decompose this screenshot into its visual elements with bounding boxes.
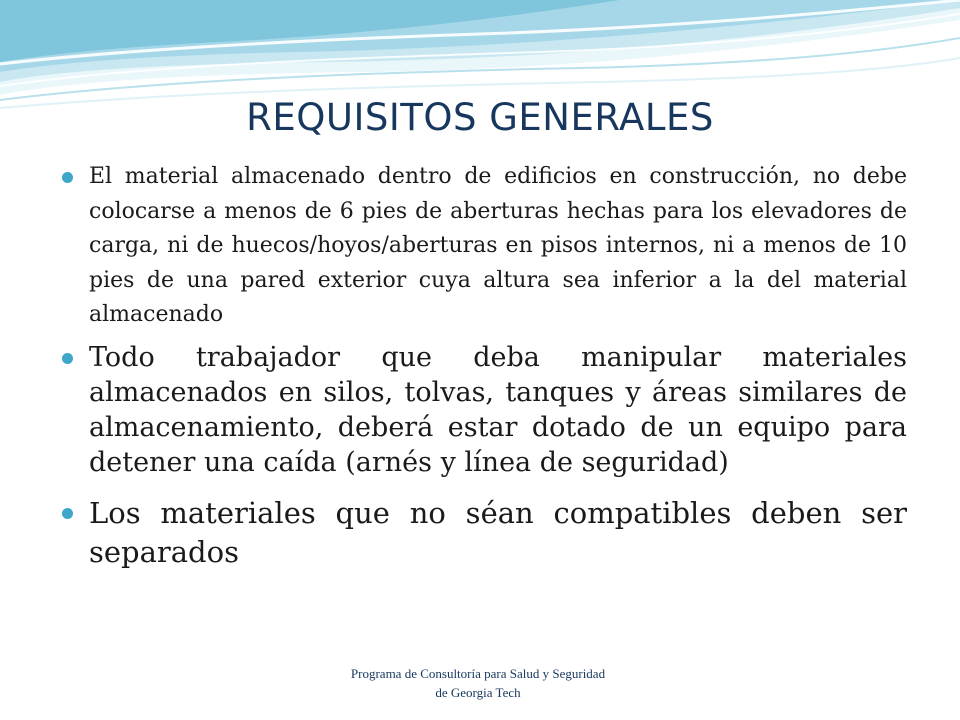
bullet-text: Los materiales que no séan compatibles deben ser separados (89, 495, 907, 569)
footer-line: Programa de Consultoría para Salud y Seguridad (350, 666, 606, 681)
bullet-item (62, 160, 907, 333)
footer-line: de Georgia Tech (435, 685, 521, 700)
slide-footer (300, 664, 656, 702)
slide-title: REQUISITOS GENERALES (246, 96, 714, 139)
bullet-text: El material almacenado dentro de edificios en construcción, no debe colocarse a menos de 6 pies de aberturas hechas para los elevadores de carga, ni de huecos/hoyos/aberturas en pisos internos, ni a menos de 10 pies de una pared exterior cuya altura sea inferior a la del material almacenado (89, 164, 907, 327)
bullet-dot-icon (62, 172, 73, 183)
bullet-item (62, 494, 907, 572)
bullet-dot-icon (62, 353, 73, 364)
bullet-dot-icon (62, 508, 73, 519)
bullet-list (62, 160, 907, 572)
bullet-text: Todo trabajador que deba manipular materiales almacenados en silos, tolvas, tanques y áreas similares de almacenamiento, deberá estar dotado de un equipo para detener una caída (arnés y línea de seguridad) (89, 341, 907, 478)
bullet-item (62, 340, 907, 480)
